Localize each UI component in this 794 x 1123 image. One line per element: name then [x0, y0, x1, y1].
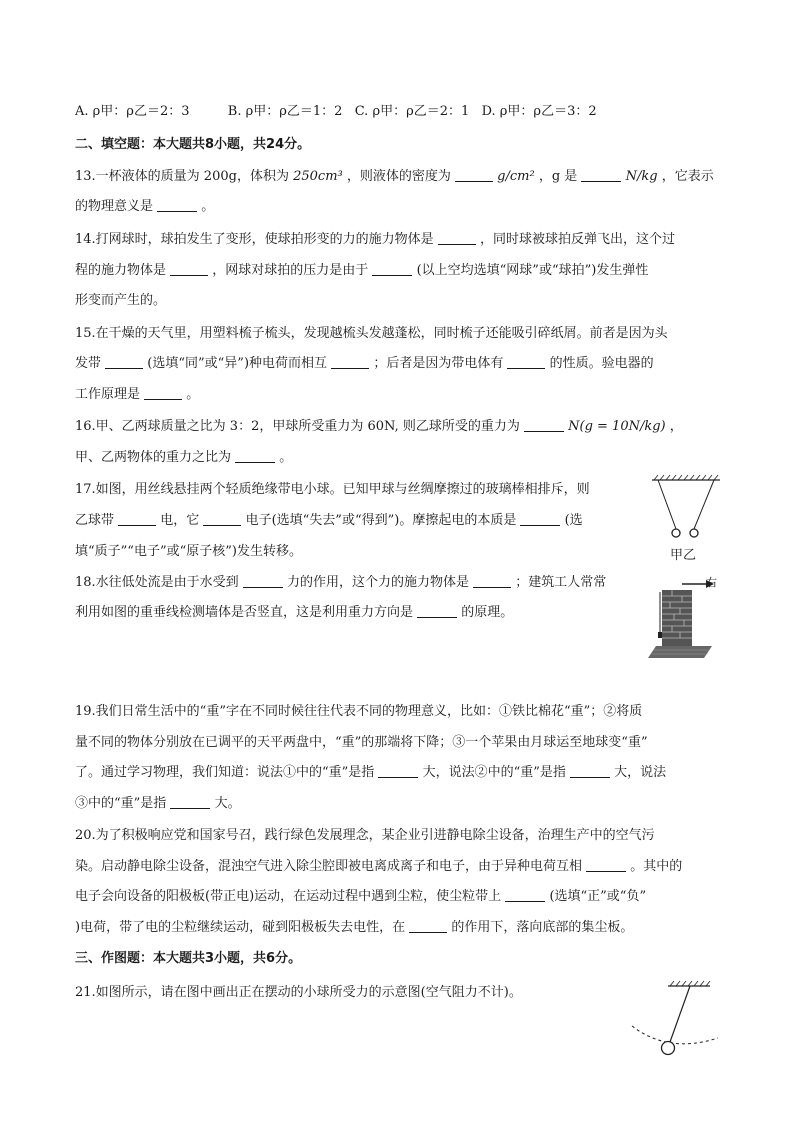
- answer-blank[interactable]: [118, 513, 156, 526]
- answer-blank[interactable]: [505, 889, 545, 902]
- q14-line1: 14.打网球时，球拍发生了变形，使球拍形变的力的施力物体是 ，同时球被球拍反弹飞出，这个过: [75, 232, 675, 247]
- q17-line3: 填“质子”“电子”或“原子核”)发生转移。: [75, 544, 302, 559]
- q16-line1: 16.甲、乙两球质量之比为 3：2，甲球所受重力为 60N, 则乙球所受的重力为 N(g = 10N/kg) ，: [75, 419, 683, 434]
- option-a: A. ρ甲：ρ乙＝2：3: [75, 104, 190, 119]
- answer-blank[interactable]: [473, 575, 511, 588]
- q19-line2: 量不同的物体分别放在已调平的天平两盘中，“重”的那端将下降；③一个苹果由月球运至地球变“重”: [75, 735, 648, 750]
- q20-line3: 电子会向设备的阳极板(带正电)运动，在运动过程中遇到尘粒，使尘粒带上 (选填“正”或“负”: [75, 889, 647, 904]
- brick-wall-figure: [648, 572, 720, 660]
- answer-blank[interactable]: [157, 199, 197, 212]
- option-b: B. ρ甲：ρ乙＝1：2: [227, 104, 343, 119]
- hanging-balls-figure: [648, 474, 724, 564]
- answer-blank[interactable]: [235, 450, 275, 463]
- q15-line2: 发带 (选填“同”或“异”)种电荷而相互 ；后者是因为带电体有 的性质。验电器的: [75, 356, 654, 371]
- q18-line1: 18.水往低处流是由于水受到 力的作用，这个力的施力物体是 ；建筑工人常常: [75, 575, 607, 590]
- answer-blank[interactable]: [586, 859, 626, 872]
- section2-heading: 二、填空题：本大题共8小题，共24分。: [75, 137, 311, 152]
- answer-blank[interactable]: [105, 356, 143, 369]
- answer-blank[interactable]: [203, 513, 241, 526]
- q19-line1: 19.我们日常生活中的“重”字在不同时候往往代表不同的物理意义，比如：①铁比棉花“重”；②将质: [75, 704, 643, 719]
- answer-blank[interactable]: [170, 796, 210, 809]
- q20-line4: )电荷，带了电的尘粒继续运动，碰到阳极板失去电性，在 的作用下，落向底部的集尘板。: [75, 920, 634, 935]
- q17-line2: 乙球带 电，它 电子(选填“失去”或“得到”)。摩擦起电的本质是 (选: [75, 513, 583, 528]
- q15-line1: 15.在干燥的天气里，用塑料梳子梳头，发现越梳头发越蓬松，同时梳子还能吸引碎纸屑。前者是因为头: [75, 326, 668, 341]
- answer-blank[interactable]: [372, 263, 412, 276]
- answer-blank[interactable]: [409, 920, 447, 933]
- answer-blank[interactable]: [144, 387, 182, 400]
- answer-blank[interactable]: [581, 169, 621, 182]
- q14-line3: 形变而产生的。: [75, 293, 167, 308]
- balls-label: 甲乙: [670, 548, 697, 563]
- pendulum-figure: [628, 976, 724, 1062]
- options-line: [75, 103, 597, 121]
- section3-heading: 三、作图题：本大题共3小题，共6分。: [75, 951, 302, 966]
- option-c: C. ρ甲：ρ乙＝2：1: [354, 104, 470, 119]
- answer-blank[interactable]: [507, 356, 545, 369]
- answer-blank[interactable]: [417, 605, 457, 618]
- q15-line3: 工作原理是 。: [75, 387, 200, 402]
- answer-blank[interactable]: [331, 356, 369, 369]
- q21-line1: 21.如图所示，请在图中画出正在摆动的小球所受力的示意图(空气阻力不计)。: [75, 985, 522, 1000]
- answer-blank[interactable]: [520, 513, 560, 526]
- hanging-balls-diagram: [648, 474, 724, 544]
- q19-line3: 了。通过学习物理，我们知道：说法①中的“重”是指 大，说法②中的“重”是指 大，说法: [75, 765, 667, 780]
- q13-line2: 的物理意义是 。: [75, 199, 215, 214]
- q20-line1: 20.为了积极响应党和国家号召，践行绿色发展理念，某企业引进静电除尘设备，治理生产中的空气污: [75, 828, 655, 843]
- q16-line2: 甲、乙两物体的重力之比为 。: [75, 450, 293, 465]
- answer-blank[interactable]: [170, 263, 208, 276]
- q20-line2: 染。启动静电除尘设备，混浊空气进入除尘腔即被电离成离子和电子，由于异种电荷互相 。其中的: [75, 859, 683, 874]
- answer-blank[interactable]: [570, 765, 610, 778]
- q14-line2: 程的施力物体是 ，网球对球拍的压力是由于 (以上空均选填“网球”或“球拍”)发生弹性: [75, 263, 649, 278]
- q17-line1: 17.如图，用丝线悬挂两个轻质绝缘带电小球。已知甲球与丝绸摩擦过的玻璃棒相排斥，则: [75, 482, 590, 497]
- pendulum-diagram: [628, 976, 724, 1062]
- q13-line1: 13.一杯液体的质量为 200g，体积为 250cm³ ，则液体的密度为 g/cm² ，g 是 N/kg ，它表示: [75, 169, 714, 184]
- q18-line2: 利用如图的重垂线检测墙体是否竖直，这是利用重力方向是 的原理。: [75, 605, 514, 620]
- answer-blank[interactable]: [438, 232, 476, 245]
- q19-line4: ③中的“重”是指 大。: [75, 796, 241, 811]
- option-d: D. ρ甲：ρ乙＝3：2: [481, 104, 597, 119]
- answer-blank[interactable]: [524, 419, 564, 432]
- answer-blank[interactable]: [455, 169, 493, 182]
- answer-blank[interactable]: [243, 575, 283, 588]
- right-arrow-label: 右: [706, 576, 717, 589]
- answer-blank[interactable]: [378, 765, 418, 778]
